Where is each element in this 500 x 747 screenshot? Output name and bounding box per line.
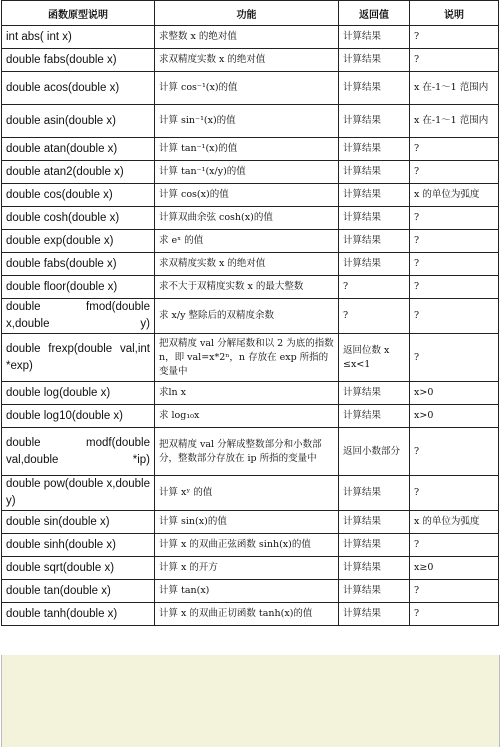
function-description: 计算 xʸ 的值 xyxy=(155,476,339,511)
table-row xyxy=(2,428,499,476)
table-row xyxy=(2,557,499,580)
function-description: 把双精度 val 分解尾数和以 2 为底的指数 n，即 val=x*2ⁿ，n 存放在 exp 所指的变量中 xyxy=(155,334,339,382)
function-note: ? xyxy=(410,603,499,626)
function-note: ? xyxy=(410,230,499,253)
function-signature: double cos(double x) xyxy=(2,184,155,207)
table-row xyxy=(2,603,499,626)
table-row xyxy=(2,207,499,230)
table-row xyxy=(2,534,499,557)
function-signature: double fabs(double x) xyxy=(2,49,155,72)
return-value: 计算结果 xyxy=(339,603,410,626)
function-signature: double atan(double x) xyxy=(2,138,155,161)
function-description: 求ln x xyxy=(155,382,339,405)
function-note: ? xyxy=(410,276,499,299)
header-function: 功能 xyxy=(155,1,339,26)
header-return: 返回值 xyxy=(339,1,410,26)
function-description: 计算 sin⁻¹(x)的值 xyxy=(155,105,339,138)
function-description: 计算双曲余弦 cosh(x)的值 xyxy=(155,207,339,230)
function-description: 求 log₁₀x xyxy=(155,405,339,428)
function-note: ? xyxy=(410,534,499,557)
return-value: 计算结果 xyxy=(339,557,410,580)
function-signature: double tanh(double x) xyxy=(2,603,155,626)
function-note: ? xyxy=(410,580,499,603)
function-description: 计算 cos(x)的值 xyxy=(155,184,339,207)
function-description: 求整数 x 的绝对值 xyxy=(155,26,339,49)
function-note: ? xyxy=(410,26,499,49)
table-row xyxy=(2,580,499,603)
function-note: ? xyxy=(410,428,499,476)
return-value: 计算结果 xyxy=(339,511,410,534)
function-note: ? xyxy=(410,138,499,161)
return-value: 计算结果 xyxy=(339,230,410,253)
function-signature: double fmod(double x,double y) xyxy=(2,299,155,334)
function-signature: double floor(double x) xyxy=(2,276,155,299)
table-row xyxy=(2,382,499,405)
function-signature: double atan2(double x) xyxy=(2,161,155,184)
header-prototype: 函数原型说明 xyxy=(2,1,155,26)
function-signature: double frexp(double val,int *exp) xyxy=(2,334,155,382)
table-row xyxy=(2,26,499,49)
function-description: 求双精度实数 x 的绝对值 xyxy=(155,49,339,72)
header-note: 说明 xyxy=(410,1,499,26)
function-note: ? xyxy=(410,207,499,230)
function-signature: int abs( int x) xyxy=(2,26,155,49)
function-description: 求双精度实数 x 的绝对值 xyxy=(155,253,339,276)
table-row xyxy=(2,276,499,299)
function-note: ? xyxy=(410,476,499,511)
function-description: 计算 sin(x)的值 xyxy=(155,511,339,534)
function-description: 计算 cos⁻¹(x)的值 xyxy=(155,72,339,105)
function-signature: double cosh(double x) xyxy=(2,207,155,230)
math-function-table xyxy=(1,0,499,626)
function-signature: double log10(double x) xyxy=(2,405,155,428)
function-signature: double pow(double x,double y) xyxy=(2,476,155,511)
function-signature: double asin(double x) xyxy=(2,105,155,138)
function-signature: double log(double x) xyxy=(2,382,155,405)
table-row xyxy=(2,72,499,105)
table-row xyxy=(2,476,499,511)
return-value: 返回小数部分 xyxy=(339,428,410,476)
function-signature: double acos(double x) xyxy=(2,72,155,105)
function-note: ? xyxy=(410,299,499,334)
function-description: 计算 x 的双曲正切函数 tanh(x)的值 xyxy=(155,603,339,626)
function-note: ? xyxy=(410,161,499,184)
function-note: x 在-1～1 范围内 xyxy=(410,105,499,138)
table-row xyxy=(2,105,499,138)
return-value: 计算结果 xyxy=(339,534,410,557)
table-row xyxy=(2,184,499,207)
page-bottom-band xyxy=(1,655,500,747)
return-value: 计算结果 xyxy=(339,26,410,49)
function-signature: double sinh(double x) xyxy=(2,534,155,557)
function-signature: double exp(double x) xyxy=(2,230,155,253)
return-value: 计算结果 xyxy=(339,476,410,511)
return-value: 计算结果 xyxy=(339,105,410,138)
function-description: 求 x/y 整除后的双精度余数 xyxy=(155,299,339,334)
table-row xyxy=(2,511,499,534)
function-description: 计算 tan(x) xyxy=(155,580,339,603)
function-signature: double modf(double val,double *ip) xyxy=(2,428,155,476)
function-note: x 的单位为弧度 xyxy=(410,184,499,207)
return-value: 计算结果 xyxy=(339,382,410,405)
return-value: 返回位数 x ≤x<1 xyxy=(339,334,410,382)
function-signature: double tan(double x) xyxy=(2,580,155,603)
return-value: 计算结果 xyxy=(339,161,410,184)
function-note: x>0 xyxy=(410,382,499,405)
function-description: 计算 tan⁻¹(x)的值 xyxy=(155,138,339,161)
return-value: 计算结果 xyxy=(339,405,410,428)
function-signature: double fabs(double x) xyxy=(2,253,155,276)
function-description: 计算 x 的双曲正弦函数 sinh(x)的值 xyxy=(155,534,339,557)
function-note: ? xyxy=(410,334,499,382)
return-value: 计算结果 xyxy=(339,207,410,230)
return-value: 计算结果 xyxy=(339,184,410,207)
return-value: ? xyxy=(339,299,410,334)
function-note: ? xyxy=(410,253,499,276)
return-value: 计算结果 xyxy=(339,253,410,276)
function-note: x 的单位为弧度 xyxy=(410,511,499,534)
return-value: 计算结果 xyxy=(339,580,410,603)
function-description: 计算 x 的开方 xyxy=(155,557,339,580)
table-row xyxy=(2,253,499,276)
return-value: 计算结果 xyxy=(339,72,410,105)
function-note: x≥0 xyxy=(410,557,499,580)
function-note: ? xyxy=(410,49,499,72)
table-row xyxy=(2,230,499,253)
function-note: x>0 xyxy=(410,405,499,428)
table-row xyxy=(2,49,499,72)
table-row xyxy=(2,161,499,184)
function-signature: double sin(double x) xyxy=(2,511,155,534)
return-value: 计算结果 xyxy=(339,49,410,72)
table-header-row xyxy=(2,1,499,26)
return-value: 计算结果 xyxy=(339,138,410,161)
function-description: 求 eˣ 的值 xyxy=(155,230,339,253)
function-note: x 在-1～1 范围内 xyxy=(410,72,499,105)
function-description: 求不大于双精度实数 x 的最大整数 xyxy=(155,276,339,299)
table-row xyxy=(2,138,499,161)
table-row xyxy=(2,334,499,382)
function-description: 把双精度 val 分解成整数部分和小数部分，整数部分存放在 ip 所指的变量中 xyxy=(155,428,339,476)
table-row xyxy=(2,405,499,428)
table-row xyxy=(2,299,499,334)
function-signature: double sqrt(double x) xyxy=(2,557,155,580)
function-description: 计算 tan⁻¹(x/y)的值 xyxy=(155,161,339,184)
return-value: ? xyxy=(339,276,410,299)
